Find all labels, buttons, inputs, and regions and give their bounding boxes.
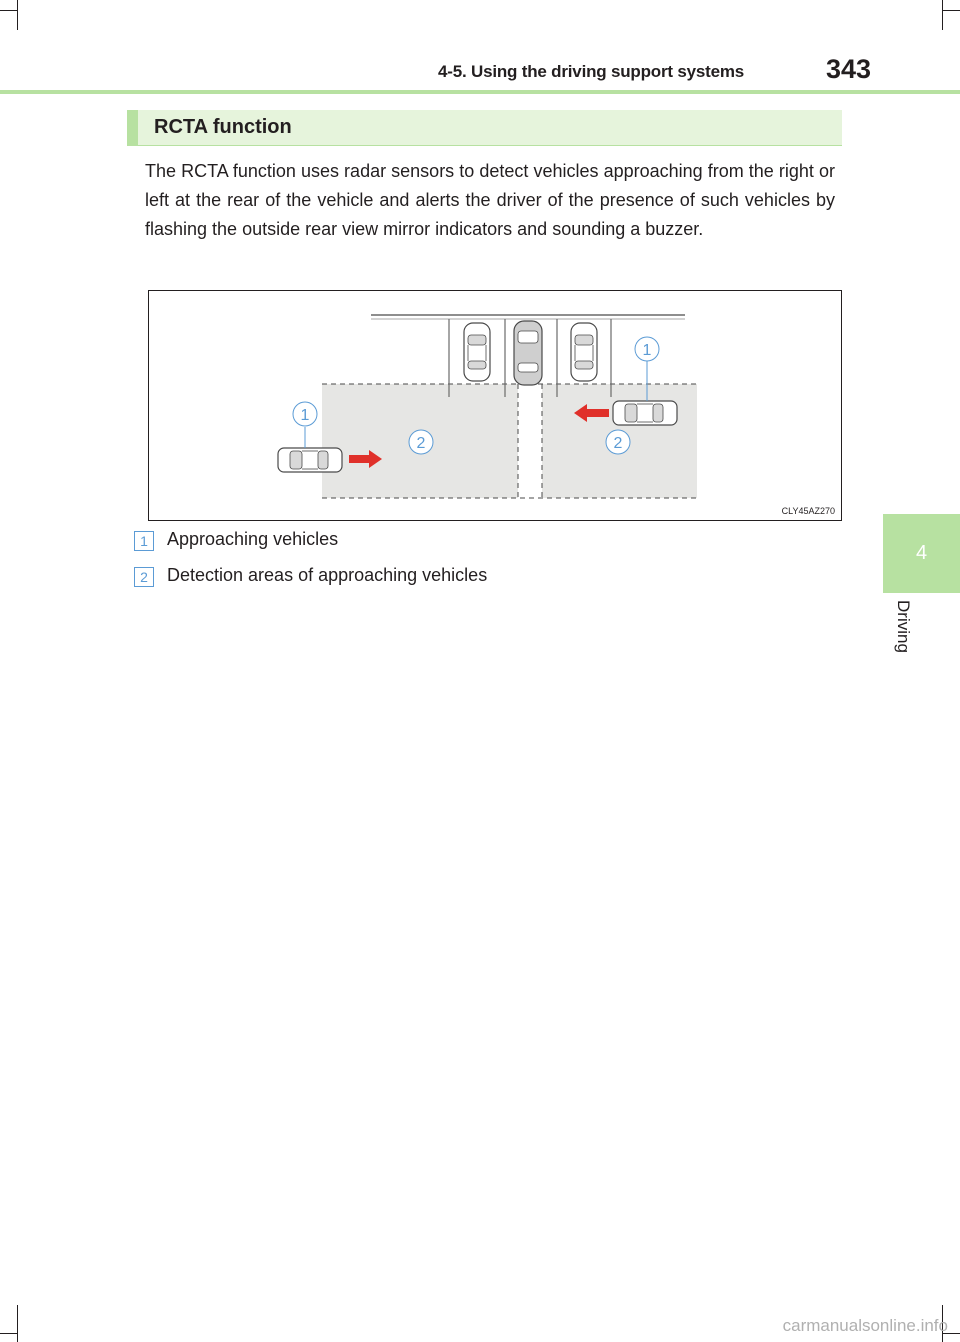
parked-car xyxy=(464,323,490,381)
callout-1-left xyxy=(293,402,317,426)
crop-mark xyxy=(0,10,18,11)
crop-mark xyxy=(17,1305,18,1342)
chapter-label xyxy=(888,600,918,670)
crop-mark xyxy=(17,0,18,30)
crop-mark xyxy=(942,10,960,11)
chapter-tab[interactable] xyxy=(883,514,960,593)
callout-2-right xyxy=(606,430,630,454)
callout-2-left xyxy=(409,430,433,454)
page-number: 343 xyxy=(826,54,872,84)
own-vehicle xyxy=(514,321,542,385)
chapter-label-text: Driving xyxy=(894,600,913,653)
approaching-vehicle-left xyxy=(278,448,342,472)
legend-badge: 1 xyxy=(134,531,154,551)
crop-mark xyxy=(0,1333,18,1334)
parking-lot-diagram xyxy=(149,291,840,519)
watermark: carmanualsonline.info xyxy=(782,1316,948,1335)
rcta-illustration xyxy=(148,290,842,521)
parked-car xyxy=(571,323,597,381)
legend-badge: 2 xyxy=(134,567,154,587)
svg-text:1: 1 xyxy=(642,342,652,359)
svg-text:2: 2 xyxy=(613,435,623,452)
chapter-number: 4 xyxy=(915,542,928,564)
figure-code: CLY45AZ270 xyxy=(781,506,835,516)
section-body: The RCTA function uses radar sensors to detect vehicles approaching from the right or left at the rear of the vehicle and alerts the driver of the presence of such vehicles by flashing the outside rear view mirror indicators and sounding a buzzer. xyxy=(145,161,835,239)
approaching-vehicle-right xyxy=(613,401,677,425)
svg-text:1: 1 xyxy=(300,407,310,424)
crop-mark xyxy=(942,0,943,30)
legend-text: Detection areas of approaching vehicles xyxy=(167,565,488,585)
legend-text: Approaching vehicles xyxy=(167,529,339,549)
callout-1-right xyxy=(635,337,659,361)
svg-text:2: 2 xyxy=(416,435,426,452)
header-rule xyxy=(0,90,960,94)
running-header: 4-5. Using the driving support systems xyxy=(438,62,745,81)
section-title: RCTA function xyxy=(154,116,292,138)
section-heading xyxy=(127,110,842,146)
